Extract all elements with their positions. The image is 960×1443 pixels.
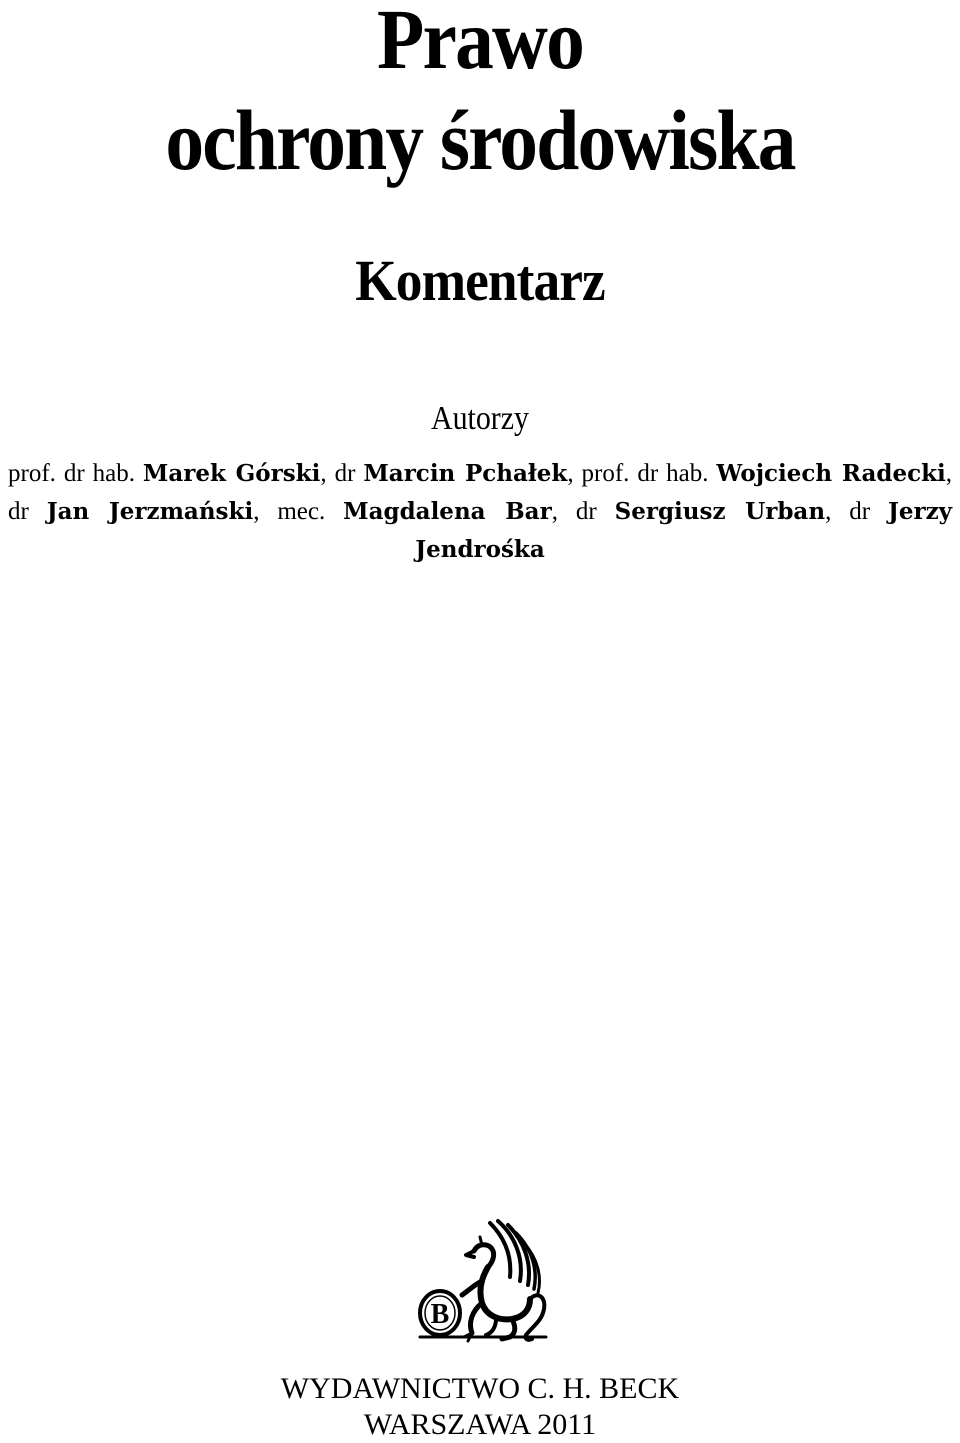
author-title: prof. dr hab.: [8, 460, 143, 487]
author-2: [335, 460, 582, 487]
logo-letter: B: [430, 1299, 450, 1330]
author-title: dr: [575, 498, 615, 525]
publication-place-year: WARSZAWA 2011: [363, 1408, 597, 1441]
author-3: [582, 460, 953, 487]
author-name: Jerzy Jendrośka: [415, 498, 953, 563]
author-separator: ,: [551, 498, 576, 525]
author-title: mec.: [277, 498, 344, 525]
author-name: Marek Górski: [142, 460, 321, 487]
author-6: [576, 498, 849, 525]
author-separator: ,: [825, 498, 850, 525]
author-title: dr: [334, 460, 364, 487]
author-separator: ,: [253, 498, 278, 525]
author-name: Sergiusz Urban: [614, 498, 826, 525]
author-title: dr: [849, 498, 888, 525]
book-title-line-2: ochrony środowiska: [165, 92, 795, 188]
griffin-logo-icon: [412, 1215, 552, 1350]
book-title-line-1: Prawo: [377, 0, 583, 87]
author-title: dr: [8, 498, 47, 525]
author-5: [277, 498, 576, 525]
authors-heading: Autorzy: [430, 400, 530, 437]
publisher-name: WYDAWNICTWO C. H. BECK: [280, 1372, 680, 1405]
author-name: Wojciech Radecki: [716, 460, 946, 487]
book-subtitle: Komentarz: [355, 248, 605, 313]
author-separator: ,: [320, 460, 335, 487]
author-name: Magdalena Bar: [343, 498, 552, 525]
author-title: prof. dr hab.: [581, 460, 717, 487]
authors-list: [8, 455, 952, 569]
author-separator: ,: [567, 460, 582, 487]
author-1: [8, 460, 335, 487]
author-name: Jan Jerzmański: [46, 498, 254, 525]
author-name: Marcin Pchałek: [363, 460, 568, 487]
author-4: [8, 498, 277, 525]
author-separator: ,: [945, 460, 953, 487]
